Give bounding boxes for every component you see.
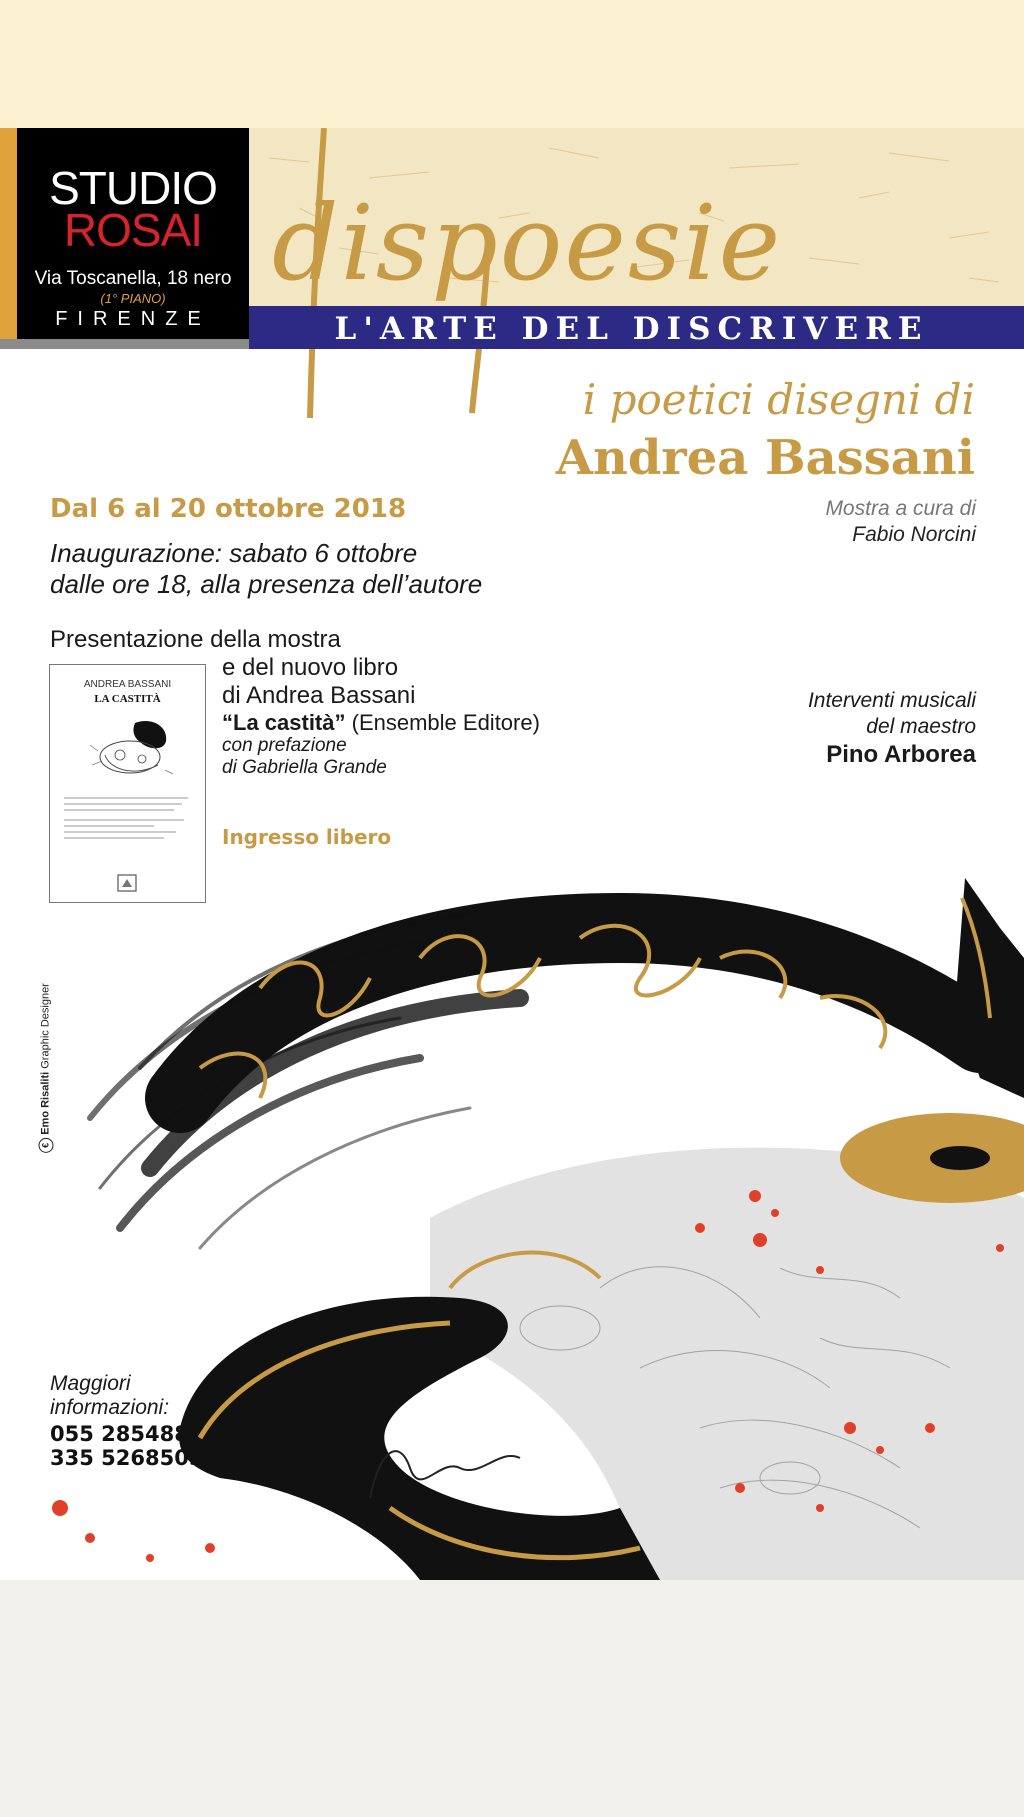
subtitle-script: i poetici disegni di [582, 375, 975, 424]
info-label [50, 1372, 169, 1420]
presentation-line1: Presentazione della mostra [50, 626, 341, 653]
curator-name: Fabio Norcini [852, 523, 976, 546]
credit-name: Emo Risaliti [39, 1071, 52, 1135]
book-title: “La castità” [222, 710, 346, 735]
bottom-band [0, 1580, 1024, 1817]
inauguration-block [50, 538, 482, 600]
credit-e-icon: € [39, 1138, 54, 1153]
book-cover-author: ANDREA BASSANI [83, 679, 172, 690]
book-cover-text [64, 795, 192, 845]
music-line2: del maestro [866, 715, 976, 738]
strip-text: L'ARTE DEL DISCRIVERE [334, 311, 929, 347]
info-label-line1: Maggiori [50, 1372, 131, 1395]
title-script: dispoesie [272, 182, 783, 304]
presentation-line2: e del nuovo libro [222, 654, 399, 681]
presentation-block [222, 654, 415, 710]
logo-floor: (1° PIANO) [100, 291, 166, 306]
logo-address: Via Toscanella, 18 nero [34, 268, 232, 289]
inauguration-line1: Inaugurazione: sabato 6 ottobre [50, 538, 418, 568]
logo-rosai: ROSAI [63, 204, 203, 256]
logo-orange-bar [0, 128, 17, 339]
book-publisher: (Ensemble Editore) [351, 710, 540, 735]
curator-block [700, 496, 976, 548]
poster [0, 128, 1024, 1580]
phone-landline[interactable]: 055 285488 [50, 1422, 189, 1446]
curator-label: Mostra a cura di [825, 497, 976, 520]
logo-grey-bar [0, 339, 249, 349]
studio-rosai-logo [17, 128, 249, 339]
music-line1: Interventi musicali [807, 689, 976, 712]
musician-name: Pino Arborea [826, 741, 976, 768]
phone-mobile[interactable]: 335 5268505 [50, 1446, 204, 1470]
book-line [222, 710, 540, 736]
title-strip [249, 306, 1024, 349]
credit-role: Graphic Designer [39, 983, 52, 1069]
inauguration-line2: dalle ore 18, alla presenza dell’autore [50, 569, 483, 599]
logo-studio: STUDIO [49, 162, 217, 214]
preface-block [222, 735, 387, 779]
music-block [700, 688, 976, 740]
book-cover-drawing [80, 715, 180, 785]
preface-line1: con prefazione [222, 735, 347, 756]
book-cover-text-lines [64, 795, 192, 843]
book-cover-title: LA CASTITÀ [94, 693, 161, 705]
author-name: Andrea Bassani [555, 430, 975, 486]
entry-info: Ingresso libero [222, 825, 392, 849]
preface-line2: di Gabriella Grande [222, 757, 387, 778]
bassani-drawing [0, 868, 1024, 1580]
event-dates: Dal 6 al 20 ottobre 2018 [50, 494, 407, 524]
presentation-line3: di Andrea Bassani [222, 682, 416, 709]
info-label-line2: informazioni: [50, 1396, 170, 1419]
top-band [0, 0, 1024, 128]
logo-city: FIRENZE [55, 308, 211, 330]
